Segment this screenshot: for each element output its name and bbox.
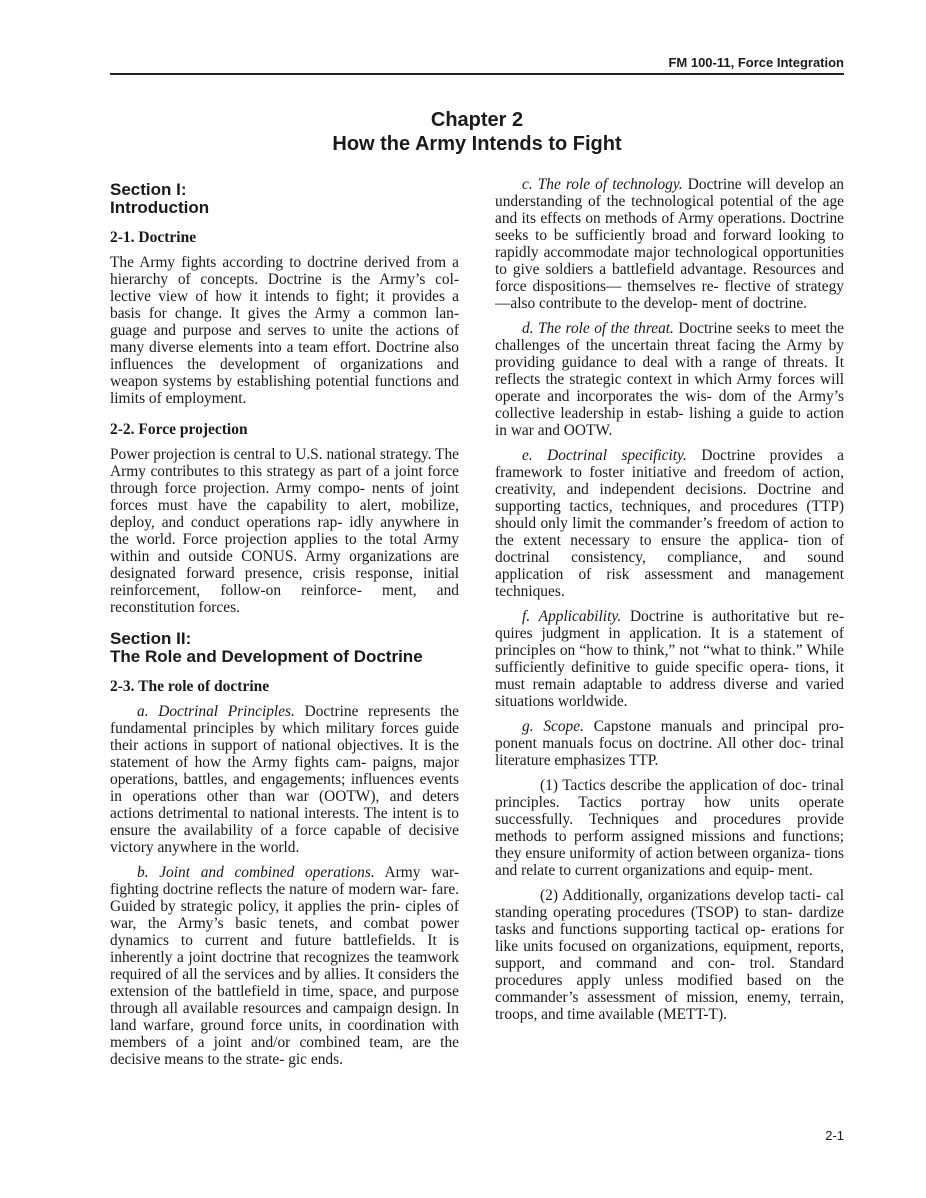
subparagraph-e — [495, 447, 844, 600]
left-column — [110, 176, 459, 1076]
paragraph-2-2-text: Power projection is central to U.S. national strategy. The Army contributes to this strategy as part of a joint force through force projection. Army compo- nents of joint forces must have the capability to alert, mobilize, deploy, and conduct operations rap- idly anywhere in the world. Force projection applies to the total Army within and outside CONUS. Army organizations are designated forward presence, crisis response, initial reinforcement, follow-on reinforce- ment, and reconstitution forces. — [110, 446, 459, 616]
subparagraph-d-label: d. The role of the threat. — [522, 320, 674, 337]
subparagraph-d — [495, 320, 844, 439]
subparagraph-c-text: Doctrine will develop an understanding of the technological potential of the age and its effects on methods of Army operations. Doctrine seeks to be sufficiently broad and forward looking to rapidly accommodate major technological opportunities to give soldiers a battlefield advantage. Resources and force dispositions— themselves re- flective of strategy—also contribute to the develop- ment of doctrine. — [495, 176, 844, 312]
subparagraph-c — [495, 176, 844, 312]
section-1-label: Section I: — [110, 180, 187, 199]
section-1-heading — [110, 181, 459, 217]
subparagraph-e-label: e. Doctrinal specificity. — [522, 447, 687, 464]
subparagraph-a — [110, 703, 459, 856]
subparagraph-c-label: c. The role of technology. — [522, 176, 683, 193]
right-column — [495, 176, 844, 1031]
section-2-title: The Role and Development of Doctrine — [110, 647, 423, 666]
section-2-heading — [110, 630, 459, 666]
paragraph-2-1-text: The Army fights according to doctrine derived from a hierarchy of concepts. Doctrine is the Army’s col- lective view of how it intends to fight; it provides a basis for change. It gives the Army a common lan- guage and purpose and serves to unite the actions of many diverse elements into a team effort. Doctrine also influences the development of organizations and weapon systems by establishing potential functions and limits of employment. — [110, 254, 459, 407]
subparagraph-g-text: Capstone manuals and principal pro- ponent manuals focus on doctrine. All other doc- trinal literature emphasizes TTP. — [495, 718, 844, 769]
paragraph-2-1-heading: 2-1. Doctrine — [110, 229, 197, 246]
chapter-number: Chapter 2 — [430, 109, 524, 131]
paragraph-2-3-heading: 2-3. The role of doctrine — [110, 678, 270, 695]
subparagraph-g-1: (1) Tactics describe the application of doc- trinal principles. Tactics portray how units operate successfully. Techniques and procedures provide methods to perform assigned missions and functions; they ensure uniformity of action between organiza- tions and relate to current organizations and equip- ment. — [495, 777, 844, 879]
subparagraph-g — [495, 718, 844, 769]
subparagraph-d-text: Doctrine seeks to meet the challenges of the uncertain threat facing the Army by providing guidance to deal with a range of threats. It reflects the strategic context in which Army forces will operate and incorporates the wis- dom of the Army’s collective leadership in estab- lishing a guide to action in war and OOTW. — [495, 320, 845, 439]
section-2-label: Section II: — [110, 629, 192, 648]
subparagraph-a-label: a. Doctrinal Principles. — [137, 703, 295, 720]
section-1-title: Introduction — [110, 198, 210, 217]
subparagraph-f-text: Doctrine is authoritative but re- quires judgment in application. It is a statement of principles on “how to think,” not “what to think.” While sufficiently definitive to guide specific opera- tions, it must remain adaptable to address diverse and varied situations worldwide. — [495, 608, 844, 710]
subparagraph-a-text: Doctrine represents the fundamental principles by which military forces guide their actions in support of national objectives. It is the statement of how the Army fights cam- paigns, major operations, battles, and engagements; influences events in operations other than war (OOTW), and deters actions detrimental to national interests. The intent is to ensure the availability of a force capable of decisive victory anywhere in the world. — [110, 703, 459, 856]
subparagraph-e-text: Doctrine provides a framework to foster initiative and freedom of action, creativity, and independent decisions. Doctrine and supporting tactics, techniques, and procedures (TTP) should only limit the commander’s freedom of action to the extent necessary to ensure the applica- tion of doctrinal consistency, compliance, and sound application of risk assessment and management techniques. — [495, 447, 844, 600]
page-number: 2-1 — [825, 1128, 844, 1143]
subparagraph-g-2: (2) Additionally, organizations develop tacti- cal standing operating procedures (TSOP) to stan- dardize tasks and functions supporting tactical op- erations for like units focused on organizations, equipment, reports, support, and command and con- trol. Standard procedures apply unless modified based on the commander’s assessment of mission, enemy, terrain, troops, and time available (METT-T). — [495, 887, 844, 1023]
paragraph-2-2-heading: 2-2. Force projection — [110, 421, 248, 438]
chapter-heading — [110, 108, 844, 156]
subparagraph-g-label: g. Scope. — [522, 718, 584, 735]
subparagraph-f-label: f. Applicability. — [522, 608, 622, 625]
chapter-title: How the Army Intends to Fight — [332, 133, 622, 155]
subparagraph-f — [495, 608, 844, 710]
running-header: FM 100-11, Force Integration — [110, 55, 844, 75]
subparagraph-b — [110, 864, 459, 1068]
subparagraph-b-label: b. Joint and combined operations. — [137, 864, 375, 881]
subparagraph-b-text: Army war- fighting doctrine reflects the nature of modern war- fare. Guided by strategic policy, it applies the prin- ciples of war, the Army’s basic tenets, and combat power dynamics to current and future battlefields. It is inherently a joint doctrine that recognizes the teamwork required of all the services and by allies. It considers the extension of the battlefield in time, space, and purpose through all available resources and campaign design. In land warfare, ground force units, in coordination with members of a joint and/or combined team, are the decisive means to the strate- gic ends. — [110, 864, 459, 1068]
